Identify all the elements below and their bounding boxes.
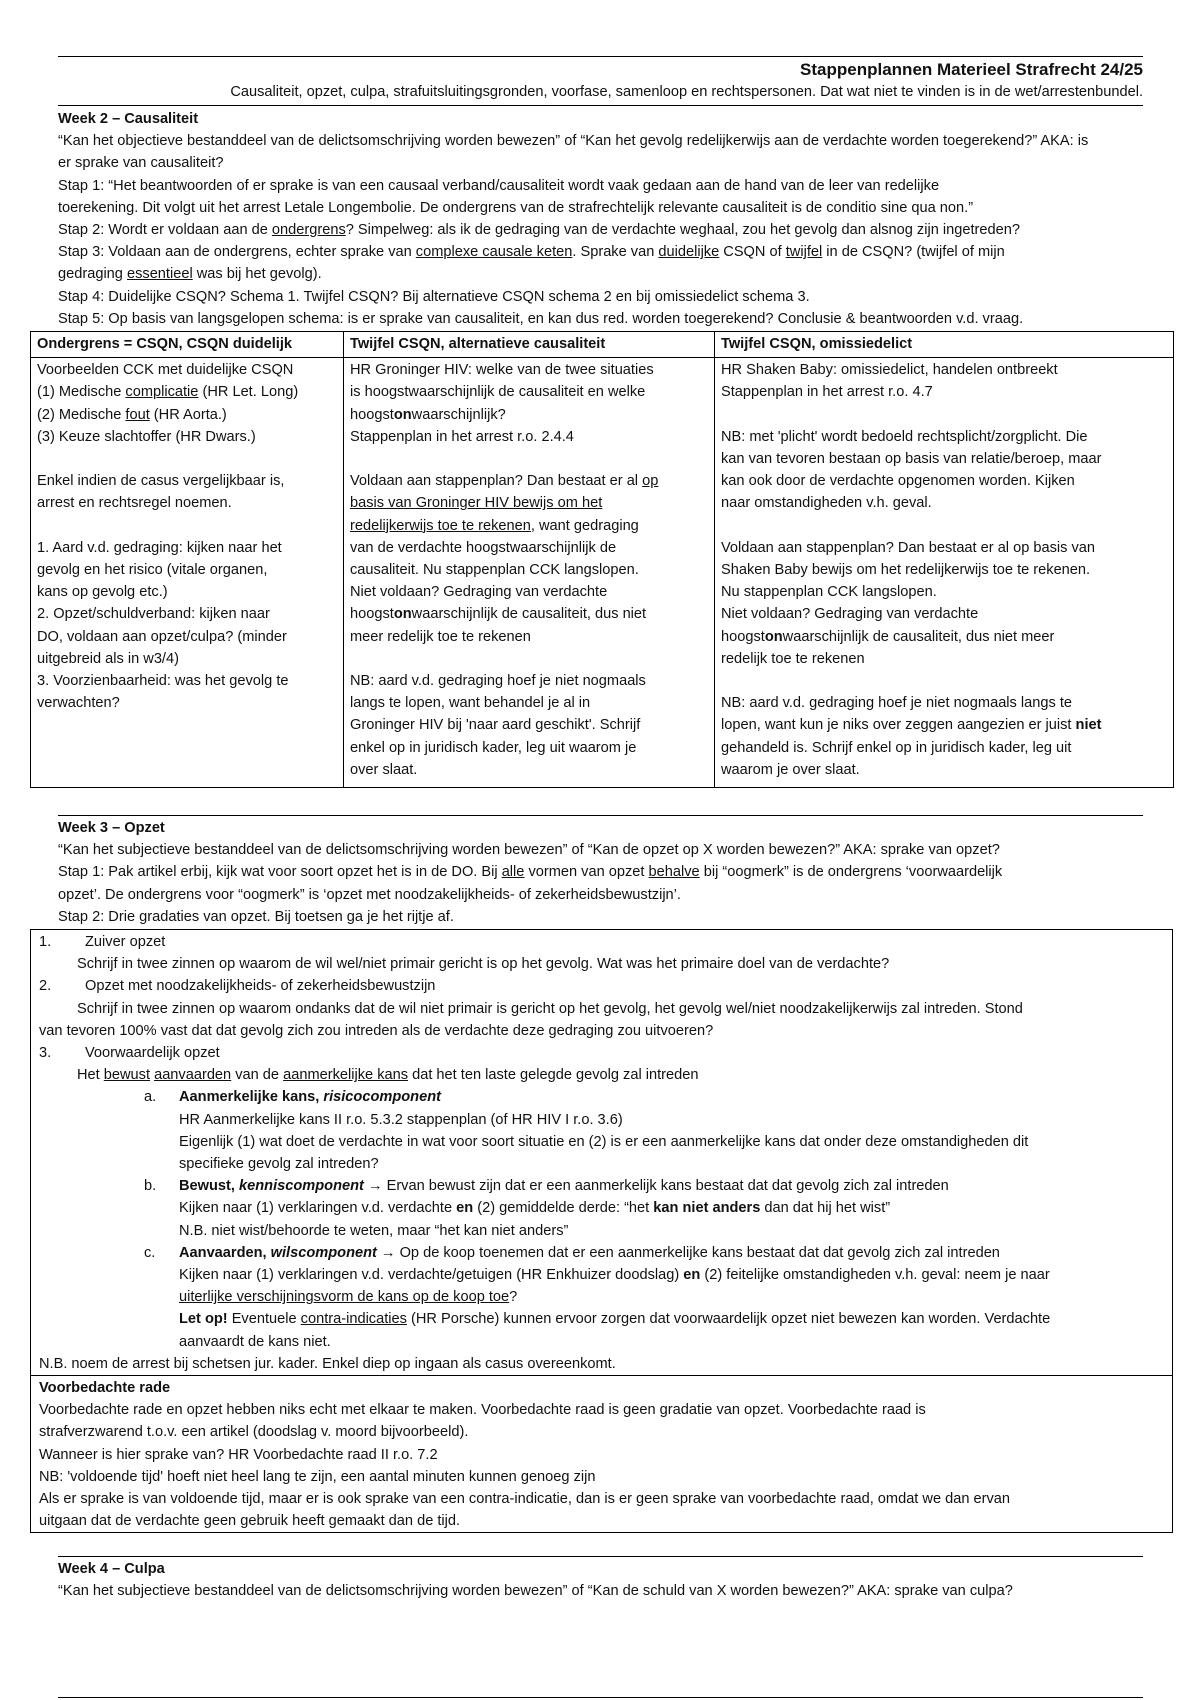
sub-item-kenniscomponent: b. Bewust, kenniscomponent → Ervan bewust zijn dat er een aanmerkelijk kans bestaat dat dat gevolg zich zal intreden Kijken naar (1) verklaringen v.d. verdachte en (2) gemiddelde derde: “het kan niet anders dan dat hij het wist” N.B. niet wist/behoorde te weten, maar “het kan niet anders”	[144, 1178, 949, 1239]
table-cell-col1: Voorbeelden CCK met duidelijke CSQN (1) Medische complicatie (HR Let. Long) (2) Medische fout (HR Aorta.) (3) Keuze slachtoffer (HR Dwars.) Enkel indien de casus vergelijkbaar is, arrest en rechtsregel noemen. 1. Aard v.d. gedraging: kijken naar het gevolg en het risico (vitale organen, kans op gevolg etc.) 2. Opzet/schuldverband: kijken naar DO, voldaan aan opzet/culpa? (minder uitgebreid als in w3/4) 3. Voorzienbaarheid: was het gevolg te verwachten?	[31, 358, 344, 788]
week2-step3b: gedraging essentieel was bij het gevolg).	[58, 266, 322, 283]
week2-section	[58, 108, 1148, 330]
week3-section	[58, 817, 1148, 928]
week3-step1: Stap 1: Pak artikel erbij, kijk wat voor soort opzet het is in de DO. Bij alle vormen van opzet behalve bij “oogmerk” is de ondergrens ‘voorwaardelijk	[58, 864, 1003, 881]
noodzakelijkheid-text-2: van tevoren 100% vast dat dat gevolg zich zou intreden als de verdachte deze gedraging zou uitvoeren?	[39, 1022, 714, 1039]
table-cell-col3: HR Shaken Baby: omissiedelict, handelen ontbreekt Stappenplan in het arrest r.o. 4.7 NB: met 'plicht' wordt bedoeld rechtsplicht/zorgplicht. Die kan van tevoren bestaan op basis van relatie/beroep, maar kan ook door de verdachte opgenomen worden. Kijken naar omstandigheden v.h. geval. Voldaan aan stappenplan? Dan bestaat er al op basis van Shaken Baby bewijs om het redelijkerwijs toe te rekenen. Nu stappenplan CCK langslopen. Niet voldaan? Gedraging van verdachte hoogstonwaarschijnlijk de causaliteit, dus niet meer redelijk toe te rekenen NB: aard v.d. gedraging hoef je niet nogmaals langs te lopen, want kun je niks over zeggen aangezien er juist niet gehandeld is. Schrijf enkel op in juridisch kader, leg uit waarom je over slaat.	[715, 358, 1174, 788]
week2-step5: Stap 5: Op basis van langsgelopen schema: is er sprake van causaliteit, en kan dus red. worden toegerekend? Conclusie & beantwoorden v.d. vraag.	[58, 310, 1024, 327]
sub-item-risicocomponent: a. Aanmerkelijke kans, risicocomponent HR Aanmerkelijke kans II r.o. 5.3.2 stappenplan (of HR HIV I r.o. 3.6) Eigenlijk (1) wat doet de verdachte in wat voor soort situatie en (2) is er een aanmerkelijke kans dat onder deze omstandigheden dit specifieke gevolg zal intreden?	[144, 1089, 1029, 1173]
top-rule	[58, 56, 1143, 57]
list-item-voorwaardelijk: 3. Voorwaardelijk opzet	[39, 1045, 220, 1062]
opzet-nb: N.B. noem de arrest bij schetsen jur. kader. Enkel diep op ingaan als casus overeenkomt.	[39, 1355, 616, 1372]
sub-item-wilscomponent: c. Aanvaarden, wilscomponent → Op de koop toenemen dat er een aanmerkelijke kans bestaat dat dat gevolg zich zal intreden Kijken naar (1) verklaringen v.d. verdachte/getuigen (HR Enkhuizer doodslag) en (2) feitelijke omstandigheden v.h. geval: neem je naar uiterlijke verschijningsvorm de kans op de koop toe? Let op! Eventuele contra-indicaties (HR Porsche) kunnen ervoor zorgen dat voorwaardelijk opzet niet bewezen kan worden. Verdachte aanvaardt de kans niet.	[144, 1244, 1051, 1350]
voorbedachte-heading: Voorbedachte rade	[39, 1380, 171, 1396]
bottom-rule	[58, 1697, 1143, 1698]
week2-step4: Stap 4: Duidelijke CSQN? Schema 1. Twijfel CSQN? Bij alternatieve CSQN schema 2 en bij omissiedelict schema 3.	[58, 288, 810, 305]
list-item-zuiver-opzet: 1. Zuiver opzet	[39, 934, 166, 950]
week4-question: “Kan het subjectieve bestanddeel van de delictsomschrijving worden bewezen” of “Kan de schuld van X worden bewezen?” AKA: sprake van culpa?	[58, 1583, 1013, 1600]
table-header-row	[31, 332, 1174, 358]
week2-heading: Week 2 – Causaliteit	[58, 111, 199, 127]
week2-step1b: toerekening. Dit volgt uit het arrest Letale Longembolie. De ondergrens van de strafrechtelijk relevante causaliteit is de conditio sine qua non.”	[58, 199, 974, 216]
voorwaardelijk-definition: Het bewust aanvaarden van de aanmerkelijke kans dat het ten laste gelegde gevolg zal intreden	[77, 1067, 699, 1084]
week3-rule	[58, 815, 1143, 816]
voorbedachte-text-2: strafverzwarend t.o.v. een artikel (doodslag v. moord bijvoorbeeld).	[39, 1424, 469, 1441]
week4-rule	[58, 1556, 1143, 1557]
list-item-noodzakelijkheid: 2. Opzet met noodzakelijkheids- of zekerheidsbewustzijn	[39, 978, 436, 995]
table-body-row	[31, 358, 1174, 788]
week3-step1b: opzet’. De ondergrens voor “oogmerk” is ‘opzet met noodzakelijkheids- of zekerheidsbewustzijn’.	[58, 886, 681, 903]
week2-step1a: Stap 1: “Het beantwoorden of er sprake is van een causaal verband/causaliteit wordt vaak gedaan aan de hand van de leer van redelijke	[58, 177, 940, 194]
opzet-gradaties-box	[30, 929, 1173, 1376]
week2-step3: Stap 3: Voldaan aan de ondergrens, echter sprake van complexe causale keten. Sprake van duidelijke CSQN of twijfel in de CSQN? (twijfel of mijn	[58, 244, 1005, 261]
table-header-csqn-duidelijk: Ondergrens = CSQN, CSQN duidelijk	[31, 332, 344, 358]
voorbedachte-rade-box	[30, 1375, 1173, 1533]
voorbedachte-text-1: Voorbedachte rade en opzet hebben niks echt met elkaar te maken. Voorbedachte raad is geen gradatie van opzet. Voorbedachte raad is	[39, 1402, 926, 1419]
week3-step2: Stap 2: Drie gradaties van opzet. Bij toetsen ga je het rijtje af.	[58, 908, 454, 925]
noodzakelijkheid-text-1: Schrijf in twee zinnen op waarom ondanks dat de wil niet primair is gericht op het gevolg, het gevolg wel/niet noodzakelijkerwijs zal intreden. Stond	[77, 1000, 1023, 1017]
voorbedachte-text-3: Wanneer is hier sprake van? HR Voorbedachte raad II r.o. 7.2	[39, 1446, 438, 1463]
voorbedachte-text-4: NB: 'voldoende tijd' hoeft niet heel lang te zijn, een aantal minuten kunnen genoeg zijn	[39, 1468, 596, 1485]
header-bottom-rule	[58, 105, 1143, 106]
zuiver-opzet-text: Schrijf in twee zinnen op waarom de wil wel/niet primair gericht is op het gevolg. Wat was het primaire doel van de verdachte?	[77, 956, 890, 973]
week2-step2: Stap 2: Wordt er voldaan aan de ondergrens? Simpelweg: als ik de gedraging van de verdachte weghaal, zou het gevolg dan alsnog zijn ingetreden?	[58, 222, 1020, 239]
table-header-omissiedelict: Twijfel CSQN, omissiedelict	[715, 332, 1174, 358]
document-title: Stappenplannen Materieel Strafrecht 24/25	[800, 60, 1143, 79]
week4-heading: Week 4 – Culpa	[58, 1561, 165, 1577]
document-subtitle: Causaliteit, opzet, culpa, strafuitsluitingsgronden, voorfase, samenloop en rechtspersonen. Dat wat niet te vinden is in de wet/arrestenbundel.	[230, 84, 1143, 100]
week2-question: “Kan het objectieve bestanddeel van de delictsomschrijving worden bewezen” of “Kan het gevolg redelijkerwijs aan de verdachte worden toegerekend?” AKA: is er sprake van causaliteit?	[58, 133, 1089, 172]
week3-heading: Week 3 – Opzet	[58, 820, 165, 836]
voorbedachte-text-5: Als er sprake is van voldoende tijd, maar er is ook sprake van een contra-indicatie, dan is er geen sprake van voorbedachte raad, omdat we dan ervan	[39, 1491, 1011, 1508]
table-header-alternatieve: Twijfel CSQN, alternatieve causaliteit	[344, 332, 715, 358]
table-cell-col2: HR Groninger HIV: welke van de twee situaties is hoogstwaarschijnlijk de causaliteit en welke hoogstonwaarschijnlijk? Stappenplan in het arrest r.o. 2.4.4 Voldaan aan stappenplan? Dan bestaat er al op basis van Groninger HIV bewijs om het redelijkerwijs toe te rekenen, want gedraging van de verdachte hoogstwaarschijnlijk de causaliteit. Nu stappenplan CCK langslopen. Niet voldaan? Gedraging van verdachte hoogstonwaarschijnlijk de causaliteit, dus niet meer redelijk toe te rekenen NB: aard v.d. gedraging hoef je niet nogmaals langs te lopen, want behandel je al in Groninger HIV bij 'naar aard geschikt'. Schrijf enkel op in juridisch kader, leg uit waarom je over slaat.	[344, 358, 715, 788]
week4-section	[58, 1558, 1148, 1602]
voorbedachte-text-6: uitgaan dat de verdachte geen gebruik heeft gemaakt dan de tijd.	[39, 1513, 461, 1530]
causality-table	[30, 331, 1174, 788]
week3-question: “Kan het subjectieve bestanddeel van de delictsomschrijving worden bewezen” of “Kan de opzet op X worden bewezen?” AKA: sprake van opzet?	[58, 842, 1000, 859]
